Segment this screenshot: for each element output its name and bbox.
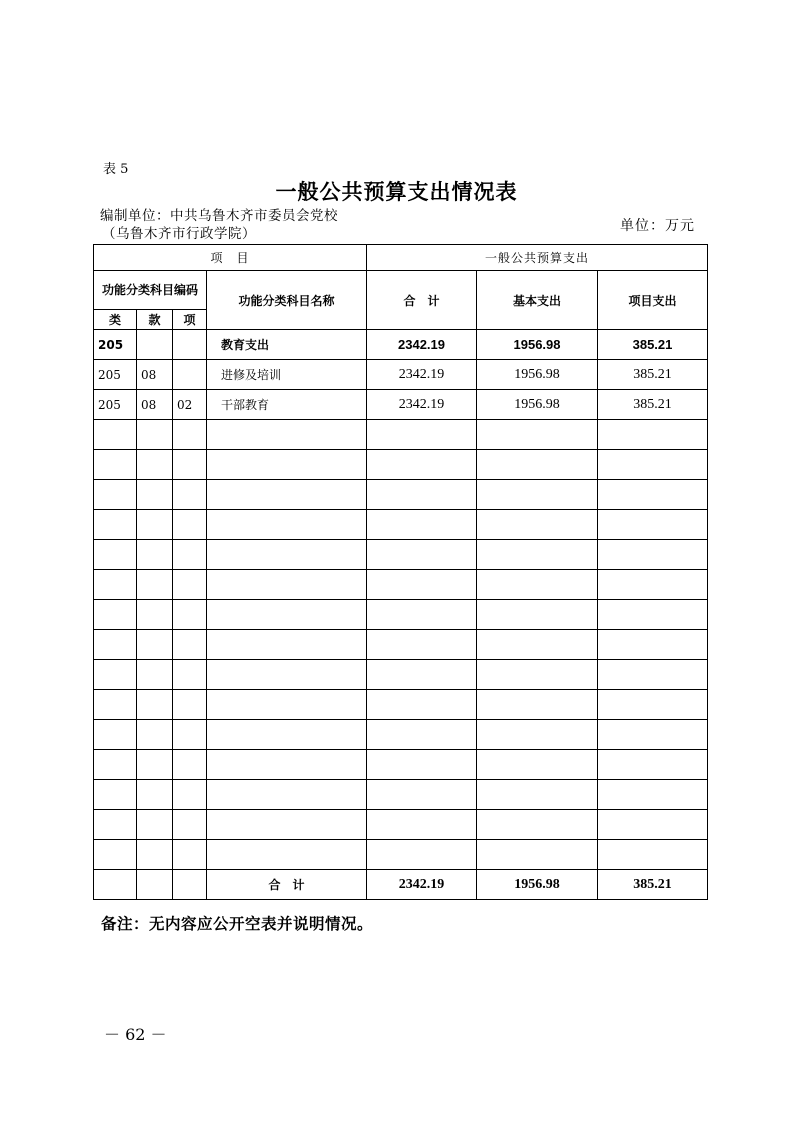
cell-kuan [137, 330, 173, 360]
empty-row [94, 540, 708, 570]
empty-row [94, 450, 708, 480]
empty-row [94, 510, 708, 540]
compiling-unit [100, 207, 338, 243]
page-title: 一般公共预算支出情况表 [275, 179, 518, 204]
cell-xiang: 02 [173, 390, 207, 420]
empty-row [94, 780, 708, 810]
cell-lei: 205 [94, 330, 137, 360]
empty-row [94, 690, 708, 720]
header-row-top [94, 245, 708, 271]
cell-total: 2342.19 [367, 330, 477, 360]
empty-row [94, 750, 708, 780]
cell-kuan: 08 [137, 390, 173, 420]
cell-project: 385.21 [598, 330, 708, 360]
header-lei: 类 [94, 310, 137, 330]
cell-basic: 1956.98 [477, 360, 598, 390]
header-kuan: 款 [137, 310, 173, 330]
cell-basic: 1956.98 [477, 330, 598, 360]
empty-row [94, 630, 708, 660]
cell-total: 2342.19 [367, 390, 477, 420]
table-row [94, 390, 708, 420]
empty-row [94, 570, 708, 600]
compiling-unit-line1: 编制单位：中共乌鲁木齐市委员会党校 [100, 208, 338, 224]
cell-project: 385.21 [598, 390, 708, 420]
header-total: 合 计 [367, 271, 477, 330]
cell-xiang [173, 360, 207, 390]
budget-table [93, 244, 708, 900]
empty-row [94, 810, 708, 840]
cell-lei: 205 [94, 360, 137, 390]
empty-row [94, 600, 708, 630]
page-number: － 62 － [104, 1025, 167, 1044]
total-label: 合 计 [207, 870, 367, 900]
total-basic: 1956.98 [477, 870, 598, 900]
total-project: 385.21 [598, 870, 708, 900]
cell-total: 2342.19 [367, 360, 477, 390]
cell-project: 385.21 [598, 360, 708, 390]
remark-note: 备注：无内容应公开空表并说明情况。 [101, 915, 374, 933]
cell-kuan: 08 [137, 360, 173, 390]
header-xiang: 项 [173, 310, 207, 330]
empty-row [94, 660, 708, 690]
header-basic: 基本支出 [477, 271, 598, 330]
header-project-expense: 项目支出 [598, 271, 708, 330]
total-total: 2342.19 [367, 870, 477, 900]
table-row [94, 360, 708, 390]
cell-lei: 205 [94, 390, 137, 420]
cell-basic: 1956.98 [477, 390, 598, 420]
cell-name: 进修及培训 [207, 360, 367, 390]
table-row [94, 330, 708, 360]
cell-xiang [173, 330, 207, 360]
cell-name: 教育支出 [207, 330, 367, 360]
header-code-title: 功能分类科目编码 [94, 271, 207, 310]
total-row [94, 870, 708, 900]
empty-row [94, 480, 708, 510]
compiling-unit-line2: （乌鲁木齐市行政学院） [102, 226, 256, 242]
header-row-sub [94, 271, 708, 310]
header-item-name: 功能分类科目名称 [207, 271, 367, 330]
empty-row [94, 720, 708, 750]
table-number-label: 表 5 [103, 162, 129, 177]
cell-name: 干部教育 [207, 390, 367, 420]
empty-row [94, 420, 708, 450]
header-general-budget: 一般公共预算支出 [367, 245, 708, 271]
currency-unit: 单位：万元 [620, 218, 695, 234]
header-project: 项 目 [94, 245, 367, 271]
empty-row [94, 840, 708, 870]
